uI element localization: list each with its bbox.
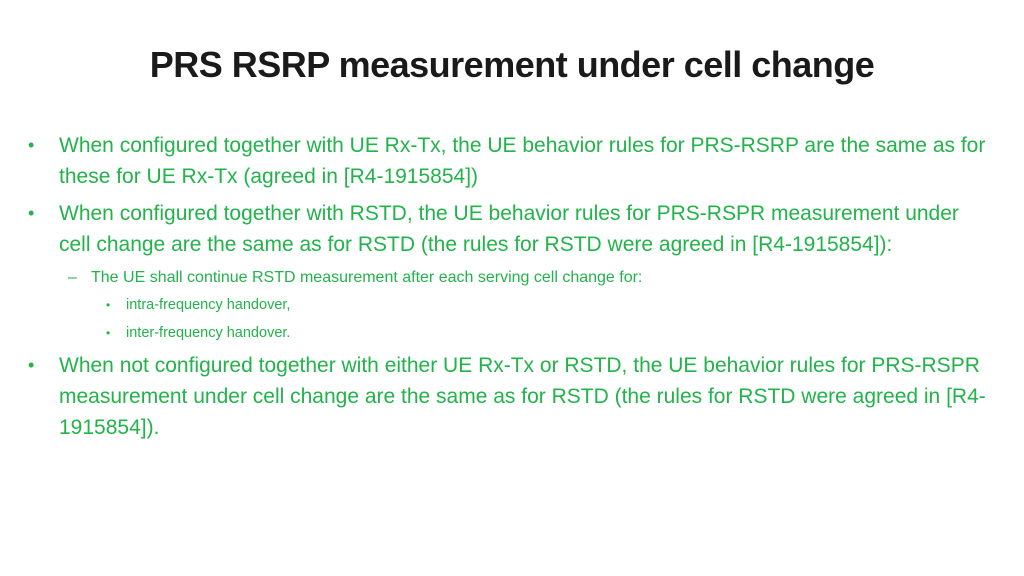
bullet-item-3 — [28, 350, 988, 443]
bullet-item-1 — [28, 130, 988, 192]
bullet-marker: • — [106, 298, 111, 312]
sub-bullet-item — [28, 266, 988, 290]
bullet-text: When configured together with UE Rx-Tx, the UE behavior rules for PRS-RSRP are the same as for these for UE Rx-Tx (agreed in [R4-1915854]) — [59, 134, 986, 188]
sub-sub-bullet-item-2 — [28, 322, 988, 344]
bullet-marker: • — [106, 326, 111, 340]
slide-title: PRS RSRP measurement under cell change — [149, 44, 875, 85]
sub-sub-bullet-item-1 — [28, 294, 988, 316]
bullet-text: When configured together with RSTD, the UE behavior rules for PRS-RSPR measurement under cell change are the same as for RSTD (the rules for RSTD were agreed in [R4-1915854]): — [59, 202, 959, 256]
sub-sub-bullet-text: inter-frequency handover. — [126, 325, 291, 341]
bullet-marker: • — [28, 135, 35, 155]
bullet-marker: • — [28, 203, 35, 223]
dash-marker: – — [68, 269, 77, 286]
bullet-item-2 — [28, 198, 988, 260]
bullet-text: When not configured together with either UE Rx-Tx or RSTD, the UE behavior rules for PRS-RSPR measurement under cell change are the same as for RSTD (the rules for RSTD were agreed in [R4-1915854]). — [59, 354, 986, 439]
sub-sub-bullet-text: intra-frequency handover, — [126, 297, 291, 313]
sub-bullet-text: The UE shall continue RSTD measurement after each serving cell change for: — [91, 269, 643, 286]
bullet-list — [28, 130, 988, 449]
bullet-marker: • — [28, 355, 35, 375]
